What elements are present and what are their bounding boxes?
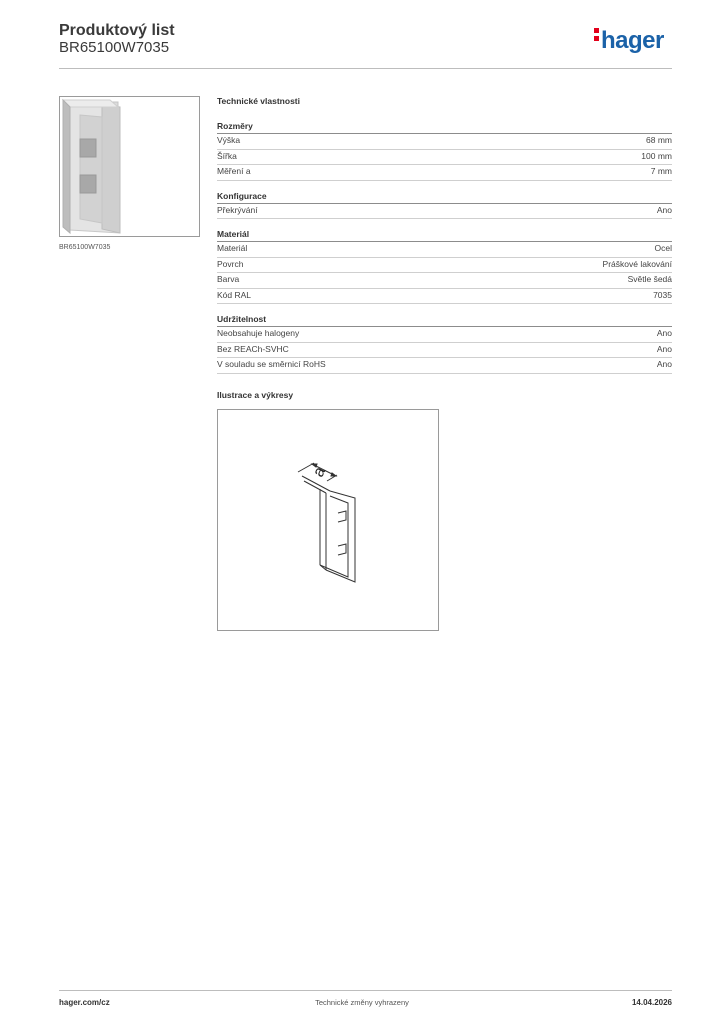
spec-label: Překrývání [217,204,258,215]
spec-value: 7035 [653,289,672,300]
dimension-label: a [309,464,330,481]
spec-value: 100 mm [641,150,672,161]
hager-logo [594,27,664,55]
header-divider [59,68,672,69]
product-code: BR65100W7035 [59,39,170,56]
group-title: Udržitelnost [217,314,672,327]
spec-label: Neobsahuje halogeny [217,328,300,338]
spec-value: Ano [656,359,672,369]
spec-row [217,134,672,150]
spec-label: Bez REACh-SVHC [217,343,289,354]
illustration-title: Ilustrace a výkresy [217,390,294,400]
product-image-caption: BR65100W7035 [59,244,111,251]
spec-label: Povrch [217,258,244,269]
spec-label: V souladu se směrnicí RoHS [217,359,326,369]
product-image [59,96,200,237]
spec-row [217,343,672,359]
spec-value: 7 mm [650,166,672,176]
spec-row [217,358,672,374]
spec-group-material [217,229,672,304]
spec-value: Ocel [654,243,672,253]
spec-value: Práškové lakování [602,258,672,269]
product-photo-icon [60,97,199,236]
footer-website-link[interactable]: hager.com/cz [59,998,110,1007]
spec-value: Ano [656,343,672,354]
footer-date: 14.04.2026 [631,998,672,1007]
group-title: Rozměry [217,121,672,134]
group-title: Konfigurace [217,191,672,204]
specs-title: Technické vlastnosti [217,96,300,106]
spec-label: Výška [217,135,241,145]
spec-label: Měření a [217,166,251,176]
logo-text: hager [601,27,664,54]
spec-row [217,289,672,305]
spec-group-sustainability [217,314,672,374]
spec-group-configuration [217,191,672,220]
spec-value: 68 mm [646,135,672,145]
spec-row [217,273,672,289]
spec-row [217,150,672,166]
spec-row [217,242,672,258]
footer-divider [59,990,672,991]
technical-drawing [217,409,439,631]
technical-specs [217,96,672,384]
spec-label: Kód RAL [217,289,252,300]
spec-row [217,165,672,181]
page-title: Produktový list [59,22,175,39]
spec-value: Světle šedá [627,274,672,284]
footer-note: Technické změny vyhrazeny [315,998,409,1007]
spec-label: Barva [217,274,240,284]
spec-group-dimensions [217,121,672,181]
group-title: Materiál [217,229,672,242]
spec-row [217,258,672,274]
spec-label: Materiál [217,243,248,253]
spec-label: Šířka [217,150,237,161]
dimension-drawing-icon [218,410,438,630]
spec-value: Ano [656,328,672,338]
logo-dots-icon [594,28,599,44]
spec-value: Ano [656,204,672,215]
spec-row [217,204,672,220]
spec-row [217,327,672,343]
